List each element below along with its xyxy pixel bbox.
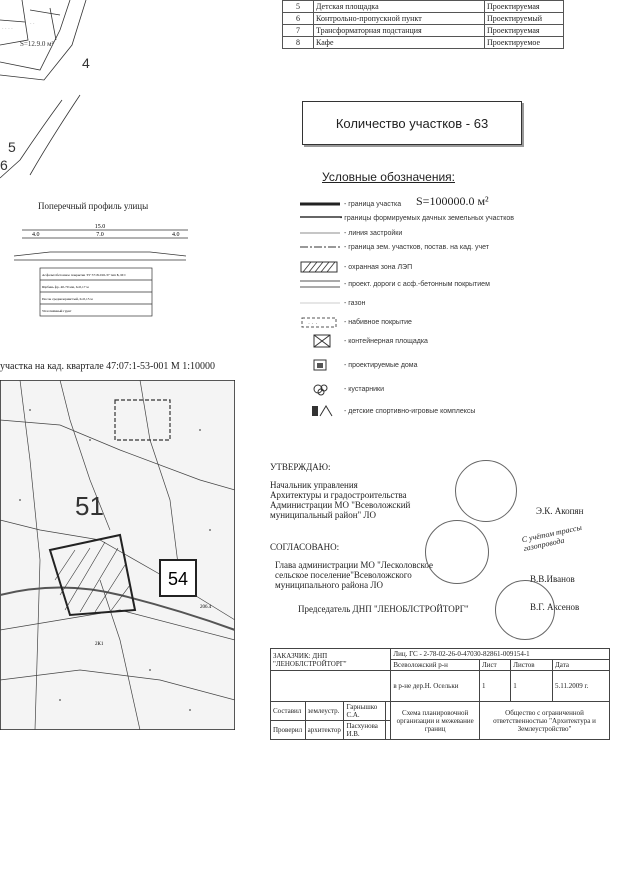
- profile-layer-2: Щебень фр. 40-70 мм, h=0,17 м: [42, 285, 89, 289]
- date-value: 5.11.2009 г.: [553, 671, 610, 702]
- handwritten-note: С учётом трассы газопровода: [520, 522, 583, 554]
- district-cell: Всеволожский р-н: [391, 660, 480, 671]
- village-cell: в р-не дер.Н. Осельки: [391, 671, 480, 702]
- approve-line-4: муниципальный район" ЛО: [270, 510, 377, 520]
- table-row: 6 Контрольно-пропускной пункт Проектируемый: [283, 13, 564, 25]
- position-1: землеустр.: [305, 702, 344, 721]
- agreed-line-1: Глава администрации МО "Лесколовское: [275, 560, 434, 570]
- role-checked: Проверил: [271, 721, 306, 740]
- name-1: Гарнышко С.А.: [344, 702, 386, 721]
- legend-item-bulk: · · · - набивное покрытие: [300, 315, 412, 329]
- plot-count-label: Количество участков - 63: [335, 115, 489, 131]
- approve-stamp: [455, 460, 517, 522]
- plot-number-4: 4: [82, 55, 90, 71]
- thick-line-icon: [300, 197, 340, 211]
- bulk-cover-icon: [300, 315, 340, 329]
- profile-total-width: 15.0: [94, 224, 106, 230]
- formed-line-icon: [300, 214, 342, 220]
- chair-stamp: [495, 580, 555, 640]
- legend-item-registered: - граница зем. участков, постав. на кад. учет: [300, 240, 489, 254]
- profile-left-width: 4.0: [32, 232, 40, 238]
- org-cell: Общество с ограниченной ответственностью "Архитектура и Землеустройство": [480, 702, 610, 740]
- legend-item-play: - детские спортивно-игровые комплексы: [300, 404, 475, 418]
- legend-item-building: - линия застройки: [300, 226, 402, 240]
- profile-right-width: 4.0: [172, 232, 180, 238]
- profile-title: Поперечный профиль улицы: [38, 201, 149, 211]
- profile-layer-1: Асфальтобетонное покрытие ТУ 5718-016-37 тип Б, М I: [42, 273, 126, 277]
- map-small-label: 2К1: [95, 642, 104, 647]
- shrub-icon: [300, 382, 340, 396]
- approve-name: Э.К. Акопян: [536, 506, 584, 516]
- agreed-line-2: сельское поселение"Всеволожского: [275, 570, 412, 580]
- sheets-header: Листов: [511, 660, 553, 671]
- site-plan-fragment: [0, 0, 120, 180]
- table-row: 5 Детская площадка Проектируемая: [283, 1, 564, 13]
- sheet-header: Лист: [480, 660, 511, 671]
- empty-cell: [271, 671, 391, 702]
- area-label-top: S=12.9.0 м²: [20, 40, 54, 48]
- table-row: 7 Трансформаторная подстанция Проектируемая: [283, 25, 564, 37]
- name-2: Пасхунова И.В.: [344, 721, 386, 740]
- dashed-line-icon: [300, 240, 340, 254]
- position-2: архитектор: [305, 721, 344, 740]
- agreed-line-3: муниципального района ЛО: [275, 580, 383, 590]
- approve-line-1: Начальник управления: [270, 480, 358, 490]
- objects-table: [282, 0, 564, 49]
- street-profile-diagram: [10, 222, 190, 318]
- svg-text:· ·: · ·: [30, 21, 35, 27]
- date-header: Дата: [553, 660, 610, 671]
- legend-item-container: - контейнерная площадка: [300, 334, 428, 348]
- plot-number-5: 5: [8, 139, 16, 155]
- legend-area-value: S=100000.0 м²: [416, 194, 489, 208]
- legend-item-shrubs: - кустарники: [300, 382, 384, 396]
- agreed-stamp: [425, 520, 489, 584]
- map-dim-label: 206.4: [200, 605, 212, 610]
- approve-line-2: Архитектуры и градостроительства: [270, 490, 407, 500]
- container-icon: [300, 334, 340, 348]
- profile-layer-3: Песок среднезернистый, h=0,15 м: [42, 297, 93, 301]
- legend-item-road: - проект. дороги с асф.-бетонным покрытием: [300, 277, 490, 291]
- profile-layer-4: Уплотнённый грунт: [42, 309, 72, 313]
- house-icon: [300, 358, 340, 372]
- lawn-icon: [300, 296, 340, 310]
- sheet-value: 1: [480, 671, 511, 702]
- thin-line-icon: [300, 226, 340, 240]
- chair-name: В.Г. Аксенов: [530, 602, 580, 612]
- sign-2: [386, 721, 391, 740]
- legend-item-boundary: - граница участка: [300, 197, 401, 211]
- plot-number-6: 6: [0, 157, 8, 173]
- table-row: 8 Кафе Проектируемое: [283, 37, 564, 49]
- legend-title: Условные обозначения:: [322, 170, 455, 184]
- plot-count-box: [302, 101, 522, 145]
- plot-54-label: 54: [167, 569, 189, 589]
- title-block: [270, 648, 610, 740]
- chair-title: Председатель ДНП "ЛЕНОБЛСТРОЙТОРГ": [298, 604, 469, 614]
- legend-item-power: - охранная зона ЛЭП: [300, 260, 412, 274]
- customer-cell: ЗАКАЗЧИК: ДНП "ЛЕНОБЛСТРОЙТОРГ": [271, 649, 391, 671]
- approve-header: УТВЕРЖДАЮ:: [270, 462, 331, 472]
- profile-mid-width: 7.0: [96, 232, 104, 238]
- scheme-cell: Схема планировочной организации и межевание границ: [391, 702, 480, 740]
- license-cell: Лиц. ГС - 2-78-02-26-0-47030-82861-009154-1: [391, 649, 610, 660]
- playground-icon: [300, 404, 340, 418]
- svg-text:· · · ·: · · · ·: [2, 26, 13, 32]
- approve-line-3: Администрации МО "Всеволожский: [270, 500, 411, 510]
- svg-text:· · ·: · · ·: [308, 321, 318, 327]
- sheets-value: 1: [511, 671, 553, 702]
- map-zone-label: 51: [75, 491, 104, 521]
- cadastral-map: [0, 380, 235, 730]
- role-compiled: Составил: [271, 702, 306, 721]
- legend-item-formed: - границы формируемых дачных земельных участков: [340, 214, 514, 222]
- legend-item-houses: - проектируемые дома: [300, 358, 418, 372]
- road-icon: [300, 277, 340, 291]
- agreed-header: СОГЛАСОВАНО:: [270, 542, 340, 552]
- agreed-name: В.В.Иванов: [530, 574, 575, 584]
- hatched-zone-icon: [300, 260, 340, 274]
- legend-item-lawn: - газон: [300, 296, 365, 310]
- map-title: участка на кад. квартале 47:07:1-53-001 М 1:10000: [0, 361, 216, 372]
